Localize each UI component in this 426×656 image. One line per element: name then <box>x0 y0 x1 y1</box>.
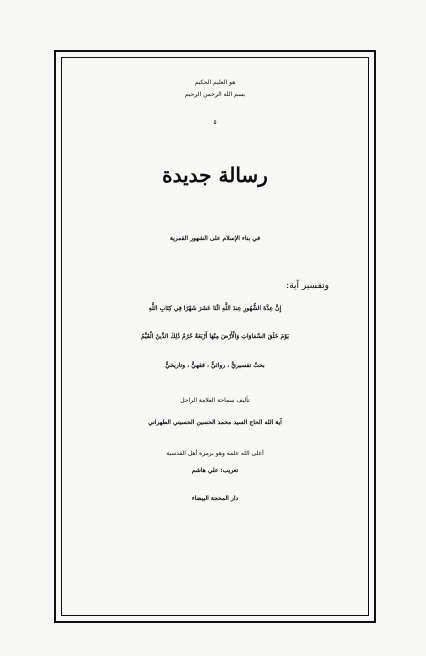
book-subtitle: في بناء الإسلام على الشهور القمرية <box>169 235 261 242</box>
verse-line-2: يَوْمَ خَلَقَ السَّمَاوَاتِ وَالْأَرْضَ مِنْهَا أَرْبَعَةٌ حُرُمٌ ذَٰلِكَ الدِّينُ الْقَيِّمُ <box>141 333 289 340</box>
prayer-label: أعلى الله علمه وهو بزمرة أهل القدسية <box>166 450 264 457</box>
author-name: آية الله الحاج السيد محمد الحسين الحسيني الطهراني <box>148 419 282 426</box>
header-line-1: هو العلیم الحکیم <box>194 79 236 86</box>
publisher-name: دار المحجة البيضاء <box>191 495 239 502</box>
title-page <box>61 57 369 616</box>
translator-line: تعريب: علي هاشم <box>191 467 239 474</box>
verse-line-1: إِنَّ عِدَّةَ الشُّهُورِ عِندَ اللَّهِ اثْنَا عَشَرَ شَهْرًا فِي كِتَابِ اللَّهِ <box>148 305 282 312</box>
ornament: ٥ <box>213 119 217 126</box>
header-line-2: بسم الله الرحمن الرحیم <box>184 91 246 98</box>
verse-label: وتفسير آية: <box>286 281 329 291</box>
topics-line: بحثٌ تفسيريٌّ ، روائيٌّ ، فقهيٌّ ، وتاريخيٌّ <box>165 362 265 369</box>
author-label: تأليف سماحة العلامة الراحل <box>180 397 250 404</box>
book-title: رسالة جديدة <box>162 163 268 187</box>
